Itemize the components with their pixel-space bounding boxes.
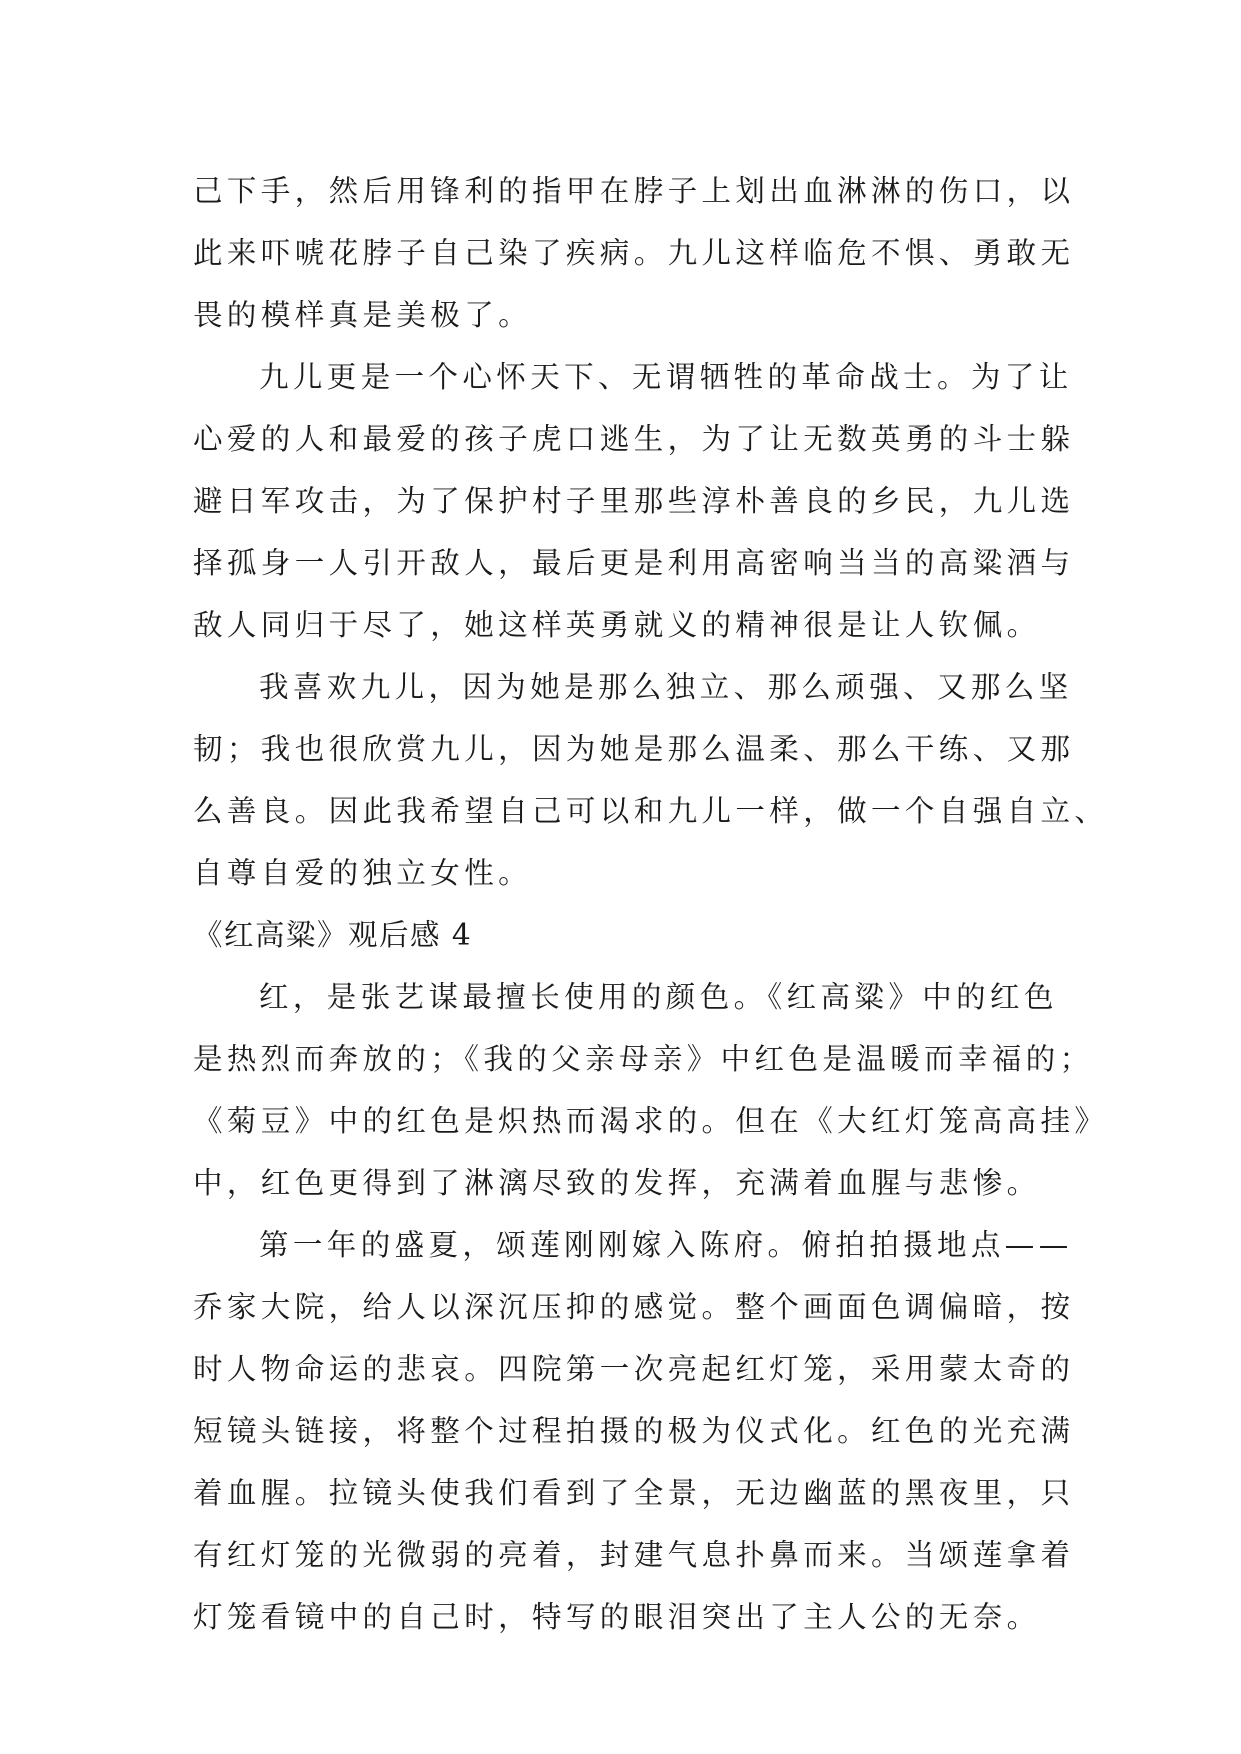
body-line: 避日军攻击，为了保护村子里那些淳朴善良的乡民，九儿选 [193,484,1075,518]
paragraph-start-line: 我喜欢九儿，因为她是那么独立、那么顽强、又那么坚 [259,670,1073,704]
body-line: 敌人同归于尽了，她这样英勇就义的精神很是让人钦佩。 [193,608,1041,642]
body-line: 着血腥。拉镜头使我们看到了全景，无边幽蓝的黑夜里，只 [193,1476,1075,1510]
body-line: 韧；我也很欣赏九儿，因为她是那么温柔、那么干练、又那 [193,732,1075,766]
body-line: 择孤身一人引开敌人，最后更是利用高密响当当的高粱酒与 [193,546,1075,580]
body-line: 时人物命运的悲哀。四院第一次亮起红灯笼，采用蒙太奇的 [193,1352,1075,1386]
body-line: 此来吓唬花脖子自己染了疾病。九儿这样临危不惧、勇敢无 [193,236,1075,270]
body-line: 中，红色更得到了淋漓尽致的发挥，充满着血腥与悲惨。 [193,1166,1041,1200]
body-line: 己下手，然后用锋利的指甲在脖子上划出血淋淋的伤口，以 [193,174,1075,208]
section-heading: 《红高粱》观后感 4 [193,918,473,952]
body-line: 么善良。因此我希望自己可以和九儿一样，做一个自强自立、 [193,794,1109,828]
body-line: 短镜头链接，将整个过程拍摄的极为仪式化。红色的光充满 [193,1414,1075,1448]
body-line: 《菊豆》中的红色是炽热而渴求的。但在《大红灯笼高高挂》 [193,1104,1109,1138]
body-line: 乔家大院，给人以深沉压抑的感觉。整个画面色调偏暗，按 [193,1290,1075,1324]
document-body [193,160,1109,1648]
paragraph-start-line: 红，是张艺谋最擅长使用的颜色。《红高粱》中的红色 [259,980,1058,1014]
paragraph-start-line: 第一年的盛夏，颂莲刚刚嫁入陈府。俯拍拍摄地点—— [259,1228,1073,1262]
body-line: 心爱的人和最爱的孩子虎口逃生，为了让无数英勇的斗士躲 [193,422,1075,456]
body-line: 是热烈而奔放的；《我的父亲母亲》中红色是温暖而幸福的； [193,1042,1094,1076]
body-line: 有红灯笼的光微弱的亮着，封建气息扑鼻而来。当颂莲拿着 [193,1538,1075,1572]
body-line: 自尊自爱的独立女性。 [193,856,533,890]
body-line: 畏的模样真是美极了。 [193,298,533,332]
paragraph-start-line: 九儿更是一个心怀天下、无谓牺牲的革命战士。为了让 [259,360,1073,394]
body-line: 灯笼看镜中的自己时，特写的眼泪突出了主人公的无奈。 [193,1600,1041,1634]
